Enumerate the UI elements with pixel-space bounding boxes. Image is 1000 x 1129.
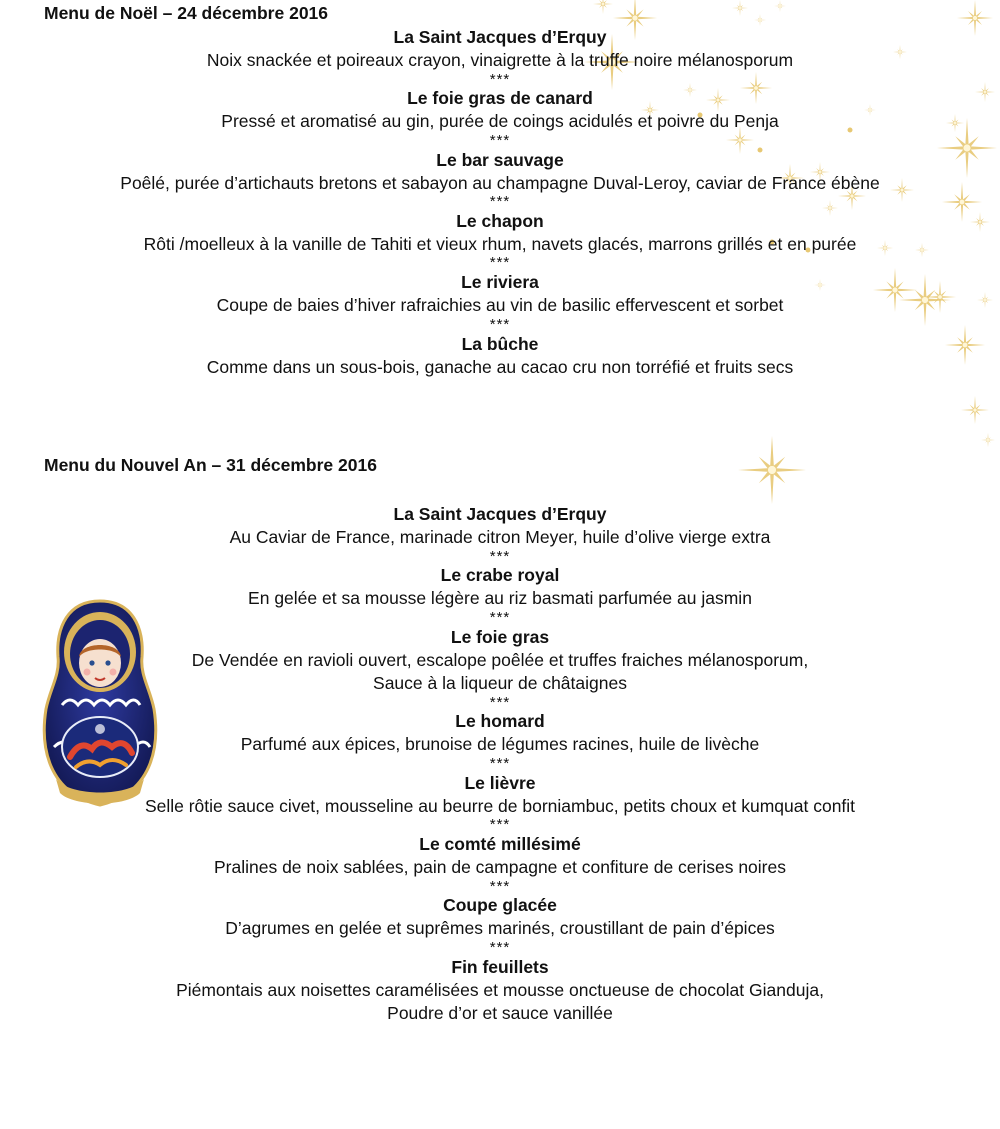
course-description [0, 526, 1000, 550]
course-name: Le foie gras [450, 626, 550, 647]
course-separator: *** [489, 193, 511, 211]
star-icon [732, 0, 748, 16]
menu-title-noel: Menu de Noël – 24 décembre 2016 [44, 3, 329, 23]
course-separator: *** [489, 131, 511, 149]
course-item [0, 26, 1000, 87]
course-item [0, 710, 1000, 771]
course-separator: *** [489, 547, 511, 565]
course-separator: *** [489, 877, 511, 895]
course-description [0, 294, 1000, 318]
course-item [0, 626, 1000, 710]
course-separator: *** [489, 693, 511, 711]
course-name: Le chapon [456, 210, 544, 231]
course-description [0, 49, 1000, 73]
course-description-line: Rôti /moelleux à la vanille de Tahiti et vieux rhum, navets glacés, marrons grillés et en purée [143, 233, 857, 254]
course-item [0, 956, 1000, 1026]
course-description-line: De Vendée en ravioli ouvert, escalope poêlée et truffes fraiches mélanosporum, [191, 649, 809, 670]
course-separator: *** [489, 254, 511, 272]
course-description-line: D’agrumes en gelée et suprêmes marinés, croustillant de pain d’épices [225, 918, 775, 939]
menu-title-nouvel-an: Menu du Nouvel An – 31 décembre 2016 [44, 455, 377, 475]
course-description-line: En gelée et sa mousse légère au riz basmati parfumée au jasmin [248, 588, 752, 609]
star-icon [593, 0, 613, 14]
course-item [0, 210, 1000, 271]
course-name: Le riviera [461, 272, 539, 293]
star-icon [774, 0, 786, 12]
star-icon [961, 396, 989, 424]
course-description-line: Poudre d’or et sauce vanillée [387, 1003, 613, 1024]
course-item [0, 87, 1000, 148]
course-item [0, 333, 1000, 380]
course-description [0, 795, 1000, 819]
course-description-line: Noix snackée et poireaux crayon, vinaigrette à la truffe noire mélanosporum [206, 50, 794, 70]
course-description [0, 587, 1000, 611]
course-separator: *** [489, 754, 511, 772]
course-description [0, 110, 1000, 134]
course-description-line: Pressé et aromatisé au gin, purée de coings acidulés et poivre du Penja [221, 111, 779, 132]
course-description [0, 356, 1000, 380]
course-name: Le homard [455, 711, 545, 732]
course-item [0, 564, 1000, 625]
course-description [0, 979, 1000, 1026]
course-item [0, 503, 1000, 564]
course-item [0, 149, 1000, 210]
course-description-line: Comme dans un sous-bois, ganache au cacao cru non torréfié et fruits secs [206, 356, 794, 377]
course-name: Fin feuillets [451, 956, 549, 977]
course-name: Le lièvre [464, 772, 536, 793]
course-name: La Saint Jacques d’Erquy [393, 27, 607, 47]
course-name: La Saint Jacques d’Erquy [393, 504, 607, 524]
course-description [0, 233, 1000, 257]
course-description-line: Piémontais aux noisettes caramélisées et mousse onctueuse de chocolat Gianduja, [176, 979, 824, 1000]
course-separator: *** [489, 315, 511, 333]
course-description-line: Parfumé aux épices, brunoise de légumes racines, huile de livèche [240, 734, 760, 755]
course-description-line: Selle rôtie sauce civet, mousseline au beurre de borniambuc, petits choux et kumquat confit [144, 795, 856, 816]
course-item [0, 271, 1000, 332]
star-icon [738, 436, 806, 504]
course-description-line: Sauce à la liqueur de châtaignes [373, 673, 627, 694]
course-separator: *** [489, 816, 511, 834]
course-description [0, 172, 1000, 196]
course-item [0, 772, 1000, 833]
course-separator: *** [489, 938, 511, 956]
course-description-line: Au Caviar de France, marinade citron Meyer, huile d’olive vierge extra [229, 527, 771, 547]
course-name: Le bar sauvage [436, 149, 564, 170]
course-description-line: Pralines de noix sablées, pain de campagne et confiture de cerises noires [213, 857, 786, 877]
star-icon [754, 14, 766, 26]
star-icon [981, 433, 995, 447]
course-name: Coupe glacée [443, 895, 557, 916]
course-name: Le crabe royal [440, 565, 560, 586]
course-description [0, 649, 1000, 696]
course-description [0, 733, 1000, 757]
course-separator: *** [489, 608, 511, 626]
course-separator: *** [489, 70, 511, 88]
course-description [0, 856, 1000, 880]
course-name: La bûche [461, 333, 539, 354]
course-item [0, 833, 1000, 894]
course-name: Le foie gras de canard [407, 88, 593, 109]
course-description [0, 917, 1000, 941]
course-description-line: Coupe de baies d’hiver rafraichies au vin de basilic effervescent et sorbet [216, 295, 784, 316]
course-description-line: Poêlé, purée d’artichauts bretons et sabayon au champagne Duval-Leroy, caviar de France ébène [120, 172, 880, 193]
course-name: Le comté millésimé [419, 834, 581, 854]
course-item [0, 894, 1000, 955]
